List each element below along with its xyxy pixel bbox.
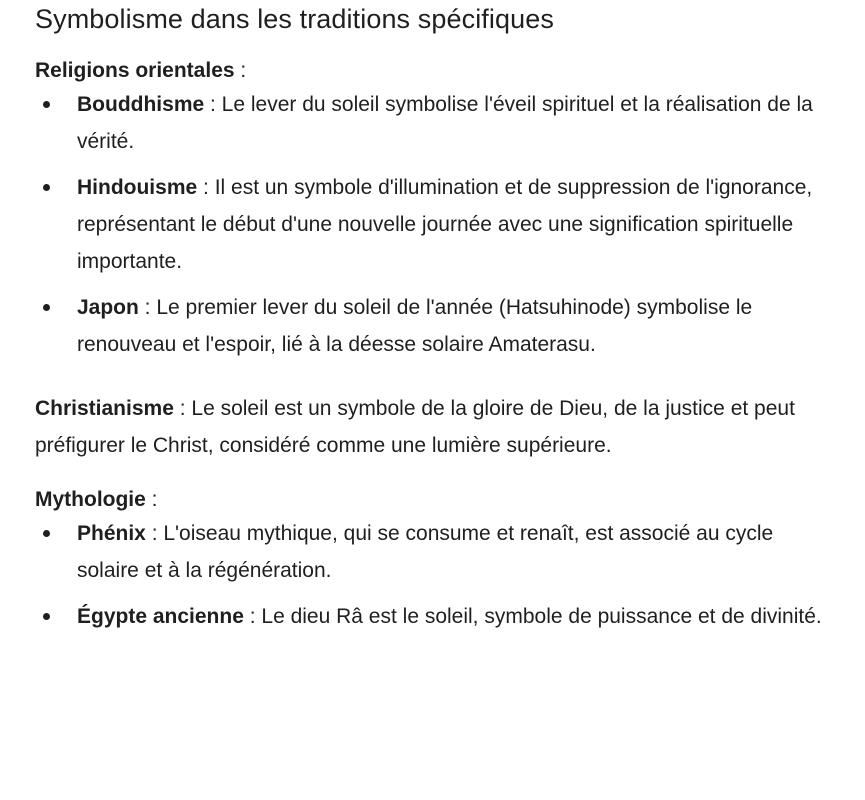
bullet-dot	[43, 530, 50, 537]
list-item-hindouisme	[35, 169, 837, 280]
item-term: Hindouisme	[77, 176, 198, 199]
bullet-dot	[43, 613, 50, 620]
christianity-paragraph	[35, 390, 837, 464]
mythology-label-suffix: :	[145, 488, 158, 511]
list-item-japon	[35, 289, 837, 363]
mythology-label	[35, 485, 837, 515]
section-heading: Symbolisme dans les traditions spécifiques	[35, 4, 554, 34]
list-item-bouddhisme	[35, 86, 837, 160]
bullet-dot	[43, 304, 50, 311]
item-term: Bouddhisme	[77, 93, 205, 116]
item-text: : L'oiseau mythique, qui se consume et renaît, est associé au cycle solaire et à la régénération.	[77, 522, 774, 582]
christianity-text: : Le soleil est un symbole de la gloire de Dieu, de la justice et peut préfigurer le Christ, considéré comme une lumière supérieure.	[35, 397, 795, 457]
item-text: : Le dieu Râ est le soleil, symbole de puissance et de divinité.	[243, 605, 822, 628]
mythology-label-text: Mythologie	[35, 488, 146, 511]
eastern-religions-label	[35, 56, 837, 86]
item-text: : Le lever du soleil symbolise l'éveil spirituel et la réalisation de la vérité.	[77, 93, 813, 153]
eastern-religions-label-text: Religions orientales	[35, 59, 235, 82]
list-item-phenix	[35, 515, 837, 589]
mythology-list	[35, 515, 837, 635]
eastern-religions-list	[35, 86, 837, 363]
list-item-egypte-ancienne	[35, 598, 837, 635]
bullet-dot	[43, 101, 50, 108]
eastern-religions-label-suffix: :	[234, 59, 247, 82]
item-term: Japon	[77, 296, 139, 319]
item-text: : Le premier lever du soleil de l'année (Hatsuhinode) symbolise le renouveau et l'espoir, lié à la déesse solaire Amaterasu.	[77, 296, 753, 356]
bullet-dot	[43, 184, 50, 191]
item-term: Égypte ancienne	[77, 605, 244, 628]
item-text: : Il est un symbole d'illumination et de suppression de l'ignorance, représentant le début d'une nouvelle journée avec une signification spirituelle importante.	[77, 176, 813, 273]
christianity-term: Christianisme	[35, 397, 174, 420]
item-term: Phénix	[77, 522, 146, 545]
